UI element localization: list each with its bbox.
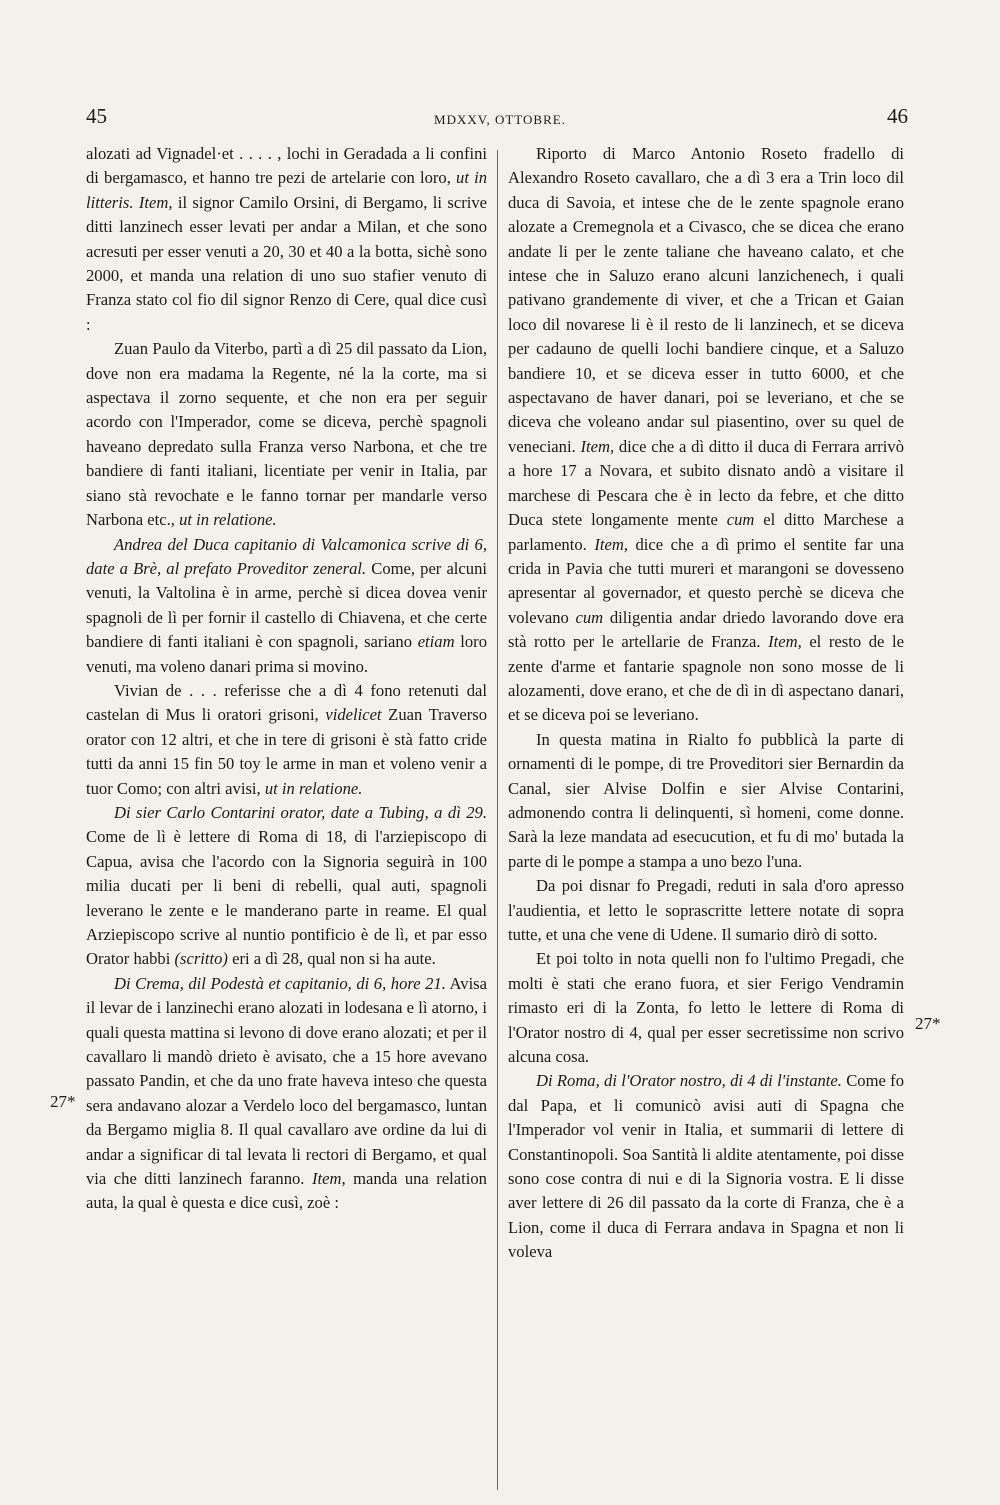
page-number-left: 45 [86,104,107,128]
text-run: alozati ad Vignadel·et . . . . , lochi in Geradada a li confini di bergamasco, et hanno tre pezi de artelarie con loro, [86,144,487,188]
running-header [0,104,1000,138]
italic-run: videlicet [325,705,382,725]
text-run: il signor Camilo Orsini, di Bergamo, li scrive ditti lanzinech esser levati per andar a Milan, et che sono acresuti per esser venuti a 20, 30 et 40 a la botta, sichè sono 2000, et manda una relation di uno suo stafier venuto di Franza stato col fio dil signor Renzo di Cere, qual dice cusì : [86,192,487,334]
text-run: Da poi disnar fo Pregadi, reduti in sala d'oro apresso l'audientia, et letto le soprascritte lettere notate di sopra tutte, et una che vene di Udene. Il sumario dirò di sotto. [508,876,904,944]
italic-run: ut in litteris. Item, [86,168,487,212]
text-run: Et poi tolto in nota quelli non fo l'ultimo Pregadi, che molti è stati che erano fuora, et sier Ferigo Vendramin rimasto eri di la Zonta, fo letto le lettere di Roma di l'Orator nostro di 4, qual per esser secretissime non scrivo alcuna cosa. [508,949,904,1067]
italic-run: cum [575,607,604,627]
text-run: eri a dì 28, qual non si ha aute. [227,949,436,969]
italic-run: Item, [311,1169,346,1189]
paragraph [508,728,904,874]
italic-run: Item, [580,436,615,456]
italic-run: Di sier Carlo Contarini orator, date a Tubing, a dì 29. [114,802,487,822]
paragraph [508,947,904,1069]
italic-run: ut in relatione. [179,510,277,530]
paragraph [508,142,904,728]
text-run: el resto de le zente d'arme et fantarie spagnole non sono mosse de li alozamenti, dove erano, et che de dì in dì aspectano danari, et se diceva poi se leveriano. [508,632,904,725]
italic-run: cum [726,510,755,530]
text-run: diligentia andar driedo lavorando dove era stà rotto per le artellarie de Franza. [508,607,904,652]
page-number-right: 46 [887,104,908,128]
italic-run: etiam [417,632,455,652]
column-divider [497,150,498,1490]
left-column [86,142,487,1216]
text-run: manda una relation auta, la qual è questa e dice cusì, zoè : [86,1169,487,1213]
running-title: MDXXV, OTTOBRE. [434,112,566,127]
italic-run: Item, [768,632,802,652]
paragraph [508,874,904,947]
paragraph [86,533,487,679]
text-run: Come, per alcuni venuti, la Valtolina è in arme, perchè si dicea dovea venir spagnoli de lì per fornir il castello di Chiavena, et che certe bandiere di fanti italiani è con spagnoli, sariano [86,558,487,652]
italic-run: Di Roma, di l'Orator nostro, di 4 di l'instante. [536,1071,842,1091]
margin-mark-left: 27* [50,1092,76,1111]
paragraph [86,679,487,801]
text-run: Vivian de . . . referisse che a dì 4 fono retenuti dal castelan di Mus li oratori grisoni, [86,680,487,725]
italic-run: Andrea del Duca capitanio di Valcamonica scrive di 6, date a Brè, al prefato Proveditor zeneral. [86,534,487,578]
text-run: Avisa il levar de i lanzinechi erano alozati in lodesana e lì atorno, i quali questa mattina si levono di dove erano alozati; et per il cavallaro li mandò drieto è avisato, che a 15 hore avevano passato Pandin, et che da uno frate haveva inteso che questa sera andavano alozar a Verdelo loco del bergamasco, luntan da Bergamo miglia 8. Il qual cavallaro ave ordine da lui di andar a significar di tal levata li rectori di Bergamo, et qual via che ditti lanzinech faranno. [86,973,488,1189]
italic-run: Di Crema, dil Podestà et capitanio, di 6, hore 21. [114,973,446,993]
text-run: dice che a dì primo el sentite far una crida in Pavia che tutti mureri et marangoni se dovesseno apresentar al governador, et questo perchè se diceva che volevano [508,534,905,627]
paragraph [86,337,487,532]
text-run: In questa matina in Rialto fo pubblicà la parte di ornamenti di le pompe, di tre Proveditori sier Bernardin da Canal, sier Alvise Dolfin e sier Alvise Contarini, admonendo contra li delinquenti, sì homeni, come donne. Sarà la leze mandata ad esecucution, et fu di mo' butada la parte di le pompe a stampa a uno bezo l'una. [508,729,904,871]
italic-run: ut in relatione. [264,778,363,798]
paragraph [86,972,487,1216]
text-run: Zuan Paulo da Viterbo, partì a dì 25 dil passato da Lion, dove non era madama la Regente, né la la corte, ma si aspectava il zorno sequente, et che non era per seguir acordo con l'Imperador, come se diceva, perchè spagnoli haveano depredato sulla Franza verso Narbona, et che tre bandiere di fanti italiani, licentiate per venir in Italia, par siano stà revochate e le fanno tornar per mandarle verso Narbona etc., [86,339,487,530]
italic-run: (scritto) [174,949,228,969]
paragraph [86,801,487,972]
paragraph [86,142,487,337]
right-column [508,142,904,1265]
text-run: Zuan Traverso orator con 12 altri, et che in tere di grisoni è stà fatto cride tutti da anni 15 fin 50 toy le arme in man et voleno venir a tuor Como; con altri avisi, [86,705,487,798]
text-run: loro venuti, ma voleno danari prima si movino. [86,632,487,676]
text-run: Riporto di Marco Antonio Roseto fradello di Alexandro Roseto cavallaro, che a dì 3 era a Trin loco dil duca di Savoia, et intese che de le zente spagnole erano alozate a Cremegnola et a Civasco, che se dicea che erano andate li per le zente taliane che haveano calato, et che intese che in Saluzo erano alcuni lanzichenech, i quali pativano grandemente di viver, et che a Trican et Gaian loco dil novarese li è il resto de li lanzinech, et se diceva per cadauno de quelli lochi bandiere cinque, et a Saluzo bandiere 10, et se diceva esser in tutto 6000, et che aspectavano de haver danari, poi se leveriano, et che se diceva che voleano andar sul piasentino, over su quel de veneciani. [508,144,904,456]
text-run: Come fo dal Papa, et li comunicò avisi auti di Spagna che l'Imperador vol venir in Italia, et summarii di lettere di Constantinopoli. Soa Santità li aldite atentamente, poi disse sono cose contra di nui e di la Signoria vostra. E li disse aver lettere di 26 dil passato da la corte di Franza, che è a Lion, come il duca di Ferrara andava in Spagna et non li voleva [508,1071,904,1262]
paragraph [508,1069,904,1264]
italic-run: Item, [594,534,628,554]
text-run: Come de lì è lettere di Roma di 18, di l'arziepiscopo di Capua, avisa che l'acordo con la Signoria seguirà in 100 milia ducati per li beni di rebelli, qual auti, spagnoli leverano le zente e le manderano parte in reame. El qual Arziepiscopo scrive al nuntio pontificio è de lì, et par esso Orator habbi [86,827,487,969]
text-run: el ditto Marchese a parlamento. [508,510,905,554]
text-run: dice che a dì ditto il duca di Ferrara arrivò a hore 17 a Novara, et subito disnato andò a visitare il marchese di Pescara che è in lecto da febre, et che ditto Duca stete longamente mente [508,436,904,530]
margin-mark-right: 27* [915,1014,941,1033]
